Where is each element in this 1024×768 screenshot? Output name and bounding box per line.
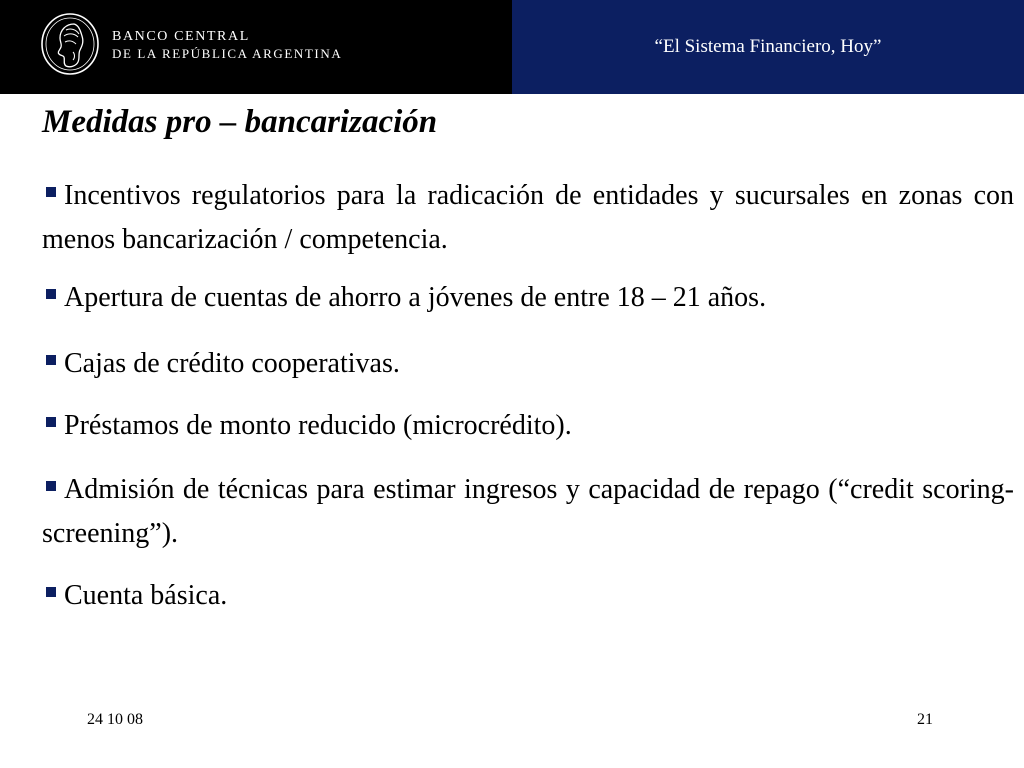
- bullet-text: Incentivos regulatorios para la radicación de entidades y sucursales en zonas con menos bancarización / competencia.: [42, 180, 1014, 255]
- bullet-item: [42, 174, 1014, 262]
- bullet-item: [42, 468, 1014, 556]
- header-left-panel: [0, 0, 512, 94]
- bullet-text: Admisión de técnicas para estimar ingresos y capacidad de repago (“credit scoring-screening”).: [42, 474, 1014, 549]
- square-bullet-icon: [46, 187, 56, 197]
- bullet-text: Apertura de cuentas de ahorro a jóvenes de entre 18 – 21 años.: [64, 282, 767, 313]
- bullet-text: Préstamos de monto reducido (microcrédito).: [64, 410, 572, 441]
- bank-logo-wordmark: [112, 28, 342, 62]
- bullet-list: [42, 174, 1014, 618]
- logo-line-1: BANCO CENTRAL: [112, 29, 250, 44]
- square-bullet-icon: [46, 289, 56, 299]
- slide-title: Medidas pro – bancarización: [42, 104, 438, 140]
- bank-medallion-icon: [40, 12, 100, 76]
- bullet-item: [42, 404, 1014, 448]
- square-bullet-icon: [46, 355, 56, 365]
- bullet-text: Cuenta básica.: [64, 580, 228, 611]
- square-bullet-icon: [46, 587, 56, 597]
- slide-number: 21: [917, 711, 933, 728]
- presentation-title: “El Sistema Financiero, Hoy”: [654, 36, 882, 57]
- square-bullet-icon: [46, 481, 56, 491]
- footer-date: 24 10 08: [87, 711, 143, 728]
- slide-header: [0, 0, 1024, 94]
- bullet-text: Cajas de crédito cooperativas.: [64, 348, 400, 379]
- bullet-item: [42, 574, 1014, 618]
- bullet-item: [42, 342, 1014, 386]
- logo-line-2: DE LA REPÚBLICA ARGENTINA: [112, 46, 343, 61]
- square-bullet-icon: [46, 417, 56, 427]
- bullet-item: [42, 276, 1014, 320]
